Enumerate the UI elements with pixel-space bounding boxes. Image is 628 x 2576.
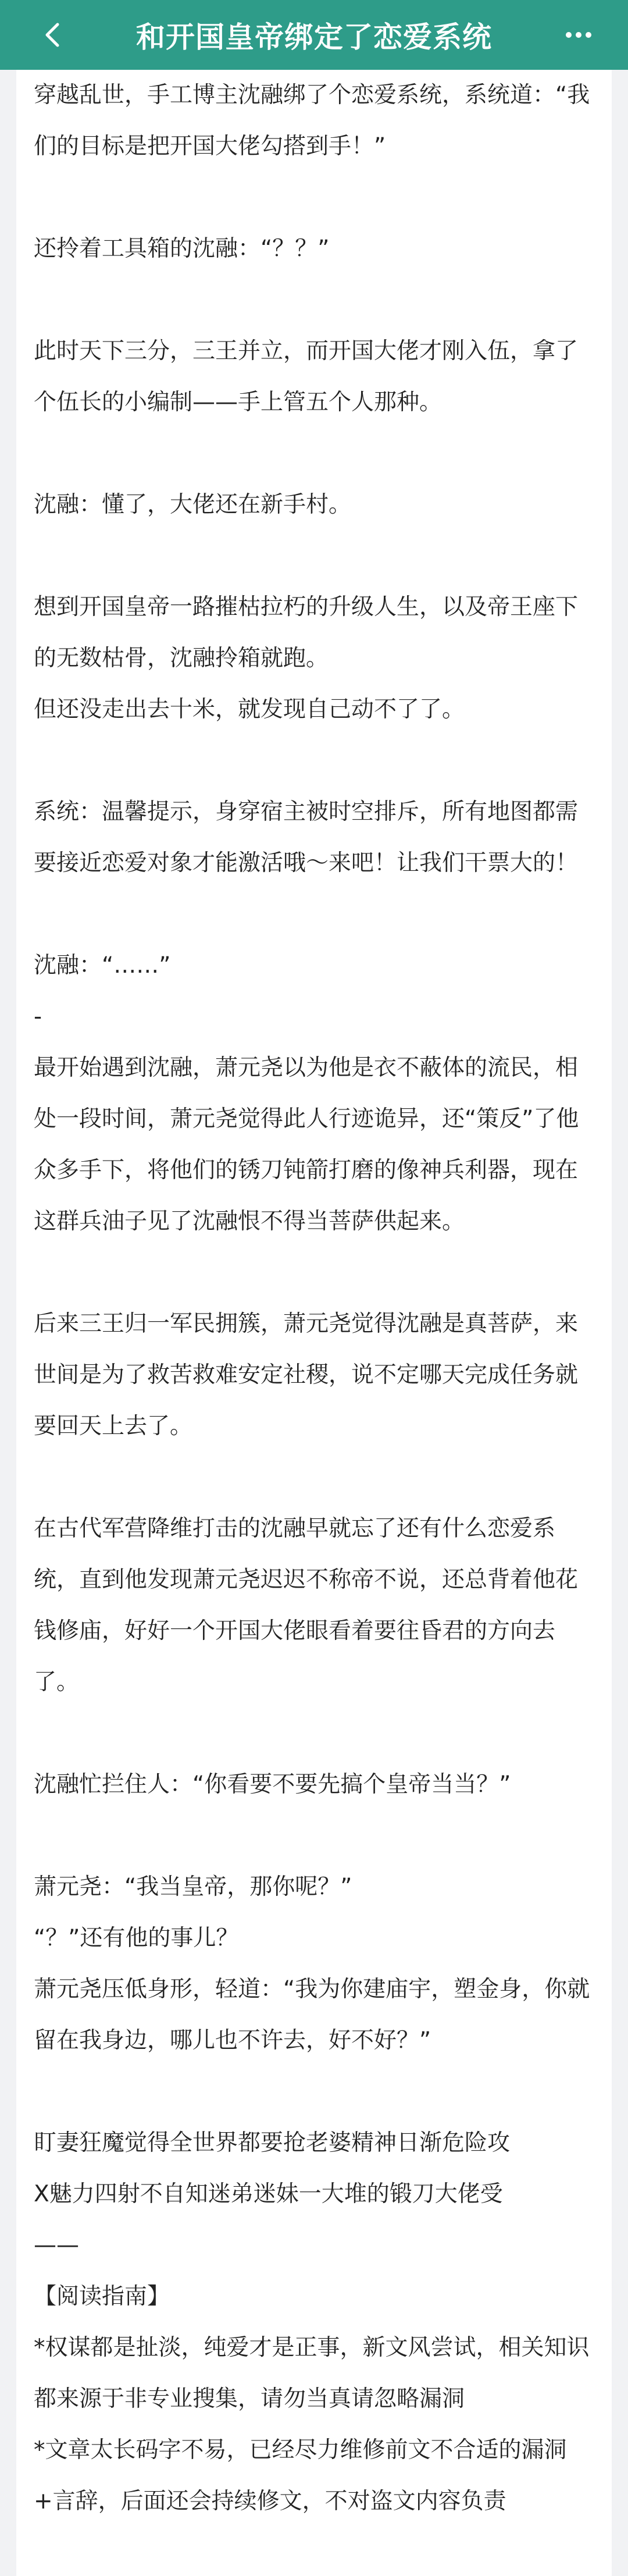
paragraph-gap: [34, 428, 594, 479]
separator-line: -: [34, 1004, 42, 1030]
section-heading: 【阅读指南】: [34, 2283, 170, 2310]
page-title: 和开国皇帝绑定了恋爱系统: [136, 20, 492, 54]
paragraph-gap: [34, 275, 594, 326]
paragraph: 但还没走出去十米，就发现自己动不了了。: [34, 696, 465, 723]
paragraph: “？”还有他的事儿？: [34, 1925, 239, 1951]
article-body: [34, 70, 594, 2527]
paragraph: 还拎着工具箱的沈融：“？？”: [34, 236, 330, 262]
paragraph: 沈融：“……”: [34, 952, 171, 979]
paragraph-gap: [34, 1810, 594, 1862]
paragraph-gap: [34, 1452, 594, 1503]
paragraph: 最开始遇到沈融，萧元尧以为他是衣不蔽体的流民，相处一段时间，萧元尧觉得此人行迹诡异，还“策反”了他众多手下，将他们的锈刀钝箭打磨的像神兵利器，现在这群兵油子见了沈融恨不得当菩萨供起来。: [34, 1055, 579, 1234]
left-gutter: [0, 0, 16, 2576]
paragraph-gap: [34, 2066, 594, 2118]
paragraph: 萧元尧压低身形，轻道：“我为你建庙宇，塑金身，你就留在我身边，哪儿也不许去，好不好？”: [34, 1976, 590, 2054]
paragraph: 沈融忙拦住人：“你看要不要先搞个皇帝当当？”: [34, 1771, 511, 1798]
paragraph: 后来三王归一军民拥簇，萧元尧觉得沈融是真菩萨，来世间是为了救苦救难安定社稷，说不定哪天完成任务就要回天上去了。: [34, 1311, 579, 1439]
more-button[interactable]: [558, 17, 599, 52]
paragraph: 萧元尧：“我当皇帝，那你呢？”: [34, 1874, 352, 1900]
paragraph: *权谋都是扯淡，纯爱才是正事，新文风尝试，相关知识都来源于非专业搜集，请勿当真请忽略漏洞: [34, 2335, 590, 2412]
back-button[interactable]: [35, 17, 70, 52]
paragraph-gap: [34, 889, 594, 940]
separator-line: ——: [34, 2232, 79, 2258]
paragraph: 盯妻狂魔觉得全世界都要抢老婆精神日渐危险攻: [34, 2130, 511, 2156]
paragraph-gap: [34, 735, 594, 787]
paragraph: *文章太长码字不易，已经尽力维修前文不合适的漏洞+言辞，后面还会持续修文，不对盗文内容负责: [34, 2437, 567, 2514]
paragraph: 在古代军营降维打击的沈融早就忘了还有什么恋爱系统，直到他发现萧元尧迟迟不称帝不说，还总背着他花钱修庙，好好一个开国大佬眼看着要往昏君的方向去了。: [34, 1515, 579, 1695]
paragraph: 沈融：懂了，大佬还在新手村。: [34, 492, 352, 518]
paragraph: 穿越乱世，手工博主沈融绑了个恋爱系统，系统道：“我们的目标是把开国大佬勾搭到手！”: [34, 82, 590, 159]
paragraph: 想到开国皇帝一路摧枯拉朽的升级人生，以及帝王座下的无数枯骨，沈融拎箱就跑。: [34, 594, 579, 671]
paragraph-gap: [34, 172, 594, 223]
paragraph-gap: [34, 1708, 594, 1759]
top-bar: [0, 0, 628, 70]
paragraph-gap: [34, 531, 594, 582]
more-dots-icon: [566, 32, 572, 38]
paragraph: 此时天下三分，三王并立，而开国大佬才刚入伍，拿了个伍长的小编制——手上管五个人那种。: [34, 338, 579, 415]
paragraph-gap: [34, 1247, 594, 1298]
chevron-left-icon: [44, 22, 61, 48]
paragraph: 系统：温馨提示，身穿宿主被时空排斥，所有地图都需要接近恋爱对象才能激活哦～来吧！让我们干票大的！: [34, 799, 579, 876]
right-gutter: [612, 0, 628, 2576]
paragraph: X魅力四射不自知迷弟迷妹一大堆的锻刀大佬受: [34, 2181, 503, 2207]
more-dots-icon: [586, 32, 591, 38]
more-dots-icon: [576, 32, 581, 38]
